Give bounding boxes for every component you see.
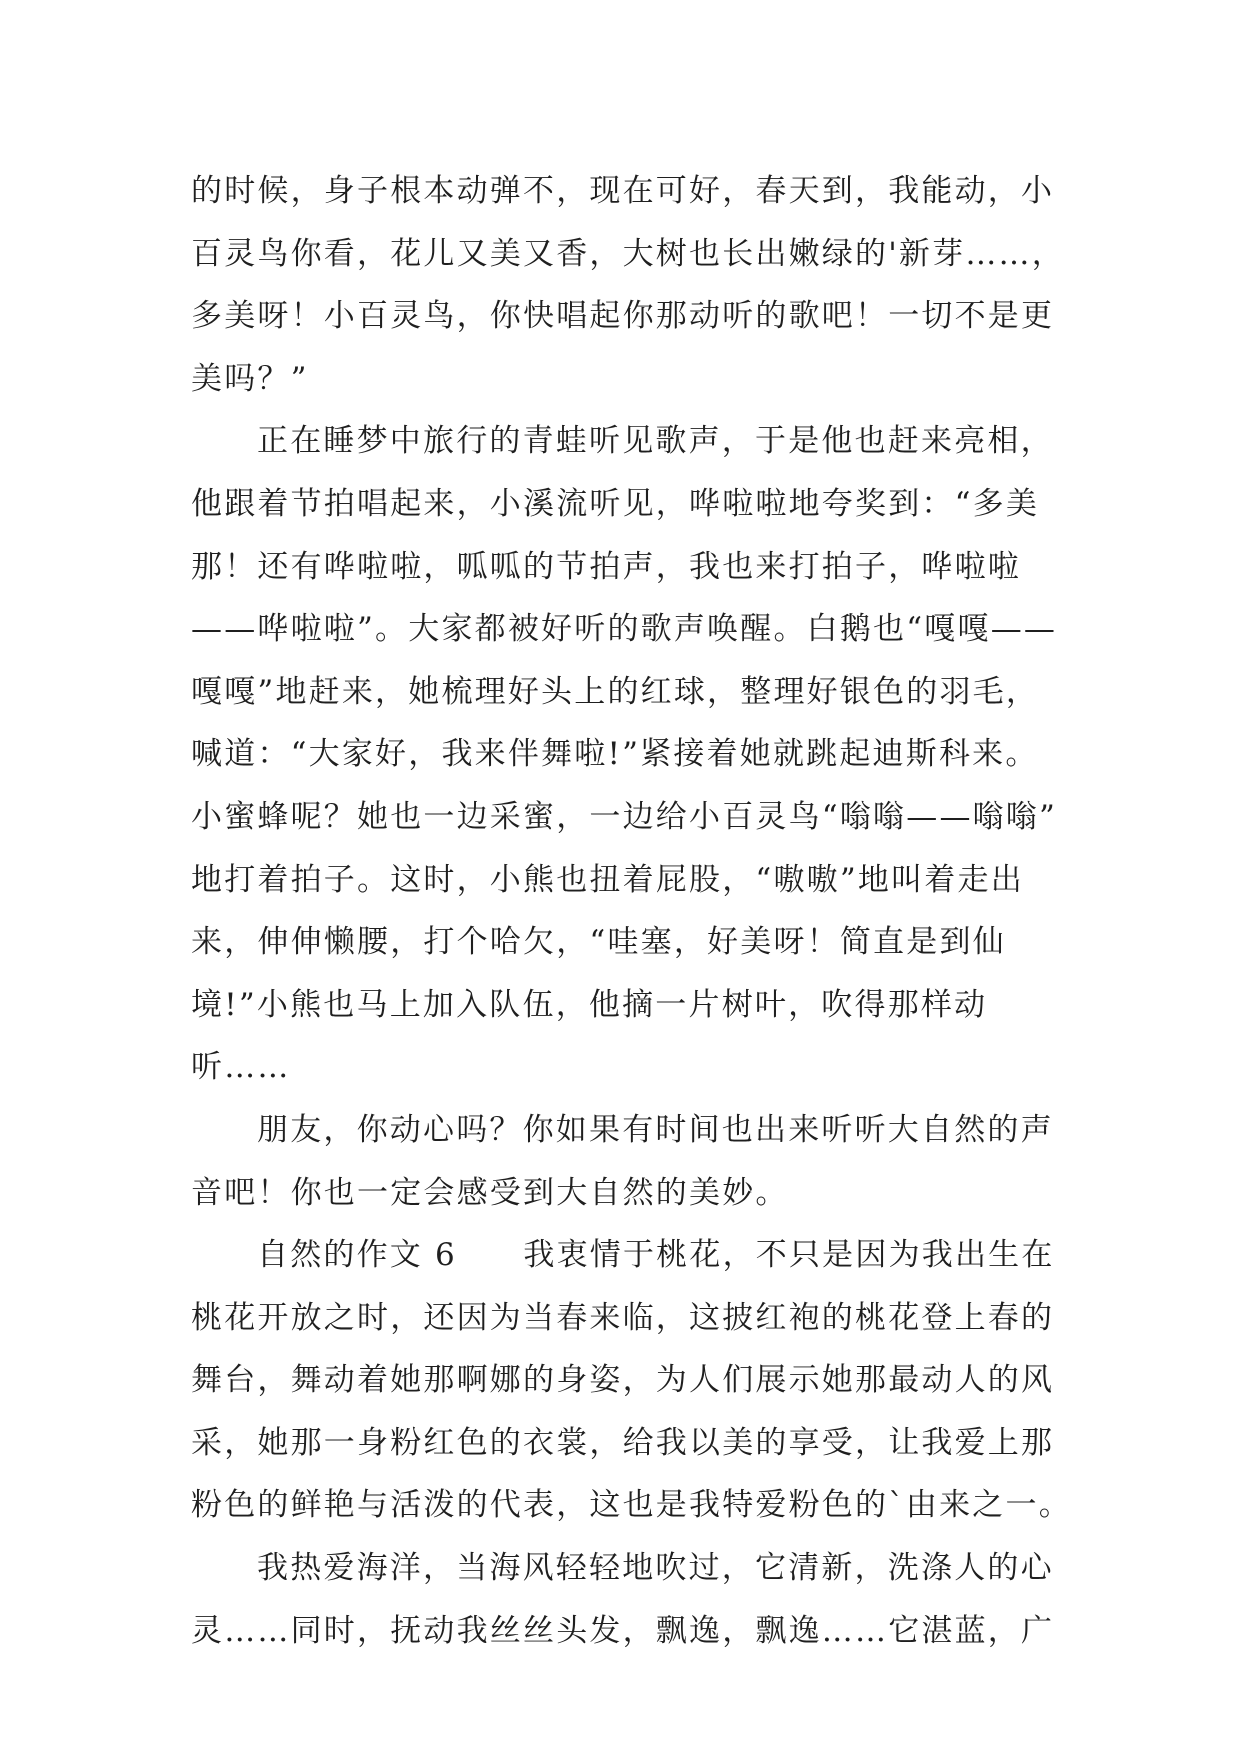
- text-line: 听……: [191, 1049, 291, 1086]
- text-line: 他跟着节拍唱起来，小溪流听见，哗啦啦地夸奖到：“多美: [191, 485, 1040, 522]
- text-line: 境!”小熊也马上加入队伍，他摘一片树叶，吹得那样动: [191, 986, 988, 1023]
- text-line: 正在睡梦中旅行的青蛙听见歌声，于是他也赶来亮相，: [257, 423, 1054, 460]
- text-line: 嘎嘎”地赶来，她梳理好头上的红球，整理好银色的羽毛，: [191, 673, 1040, 710]
- text-line: 采，她那一身粉红色的衣裳，给我以美的享受，让我爱上那: [191, 1424, 1055, 1461]
- text-line: 粉色的鲜艳与活泼的代表，这也是我特爱粉色的`由来之一。: [191, 1487, 1072, 1524]
- paragraph-2: [191, 410, 1061, 1099]
- text-line: 的时候，身子根本动弹不，现在可好，春天到，我能动，小: [191, 173, 1055, 209]
- text-line: 舞台，舞动着她那啊娜的身姿，为人们展示她那最动人的风: [191, 1362, 1055, 1399]
- text-line: 美吗？”: [191, 360, 309, 397]
- text-line: 地打着拍子。这时，小熊也扭着屁股，“嗷嗷”地叫着走出: [191, 861, 1024, 898]
- text-line: 我热爱海洋，当海风轻轻地吹过，它清新，洗涤人的心: [257, 1550, 1054, 1587]
- text-line: ——哗啦啦”。大家都被好听的歌声唤醒。白鹅也“嘎嘎——: [191, 611, 1058, 648]
- text-line: 来，伸伸懒腰，打个哈欠，“哇塞，好美呀！简直是到仙: [191, 924, 1006, 961]
- paragraph-4: [191, 1224, 1072, 1537]
- document-body: [191, 160, 1072, 1662]
- text-line: 灵……同时，抚动我丝丝头发，飘逸，飘逸……它湛蓝，广: [191, 1612, 1055, 1649]
- paragraph-3: [191, 1099, 1061, 1224]
- text-line: 百灵鸟你看，花儿又美又香，大树也长出嫩绿的'新芽……，: [191, 235, 1065, 272]
- paragraph-1: [191, 160, 1065, 410]
- text-line: 桃花开放之时，还因为当春来临，这披红袍的桃花登上春的: [191, 1299, 1055, 1336]
- text-line: 自然的作文 6 我衷情于桃花，不只是因为我出生在: [257, 1237, 1055, 1274]
- text-line: 多美呀！小百灵鸟，你快唱起你那动听的歌吧！一切不是更: [191, 298, 1055, 335]
- text-line: 音吧！你也一定会感受到大自然的美妙。: [191, 1174, 789, 1211]
- text-line: 朋友，你动心吗？你如果有时间也出来听听大自然的声: [257, 1111, 1054, 1148]
- paragraph-5: [191, 1537, 1061, 1662]
- text-line: 那！还有哗啦啦，呱呱的节拍声，我也来打拍子，哗啦啦: [191, 548, 1021, 585]
- text-line: 小蜜蜂呢？她也一边采蜜，一边给小百灵鸟“嗡嗡——嗡嗡”: [191, 798, 1058, 835]
- text-line: 喊道：“大家好，我来伴舞啦!”紧接着她就跳起迪斯科来。: [191, 736, 1039, 773]
